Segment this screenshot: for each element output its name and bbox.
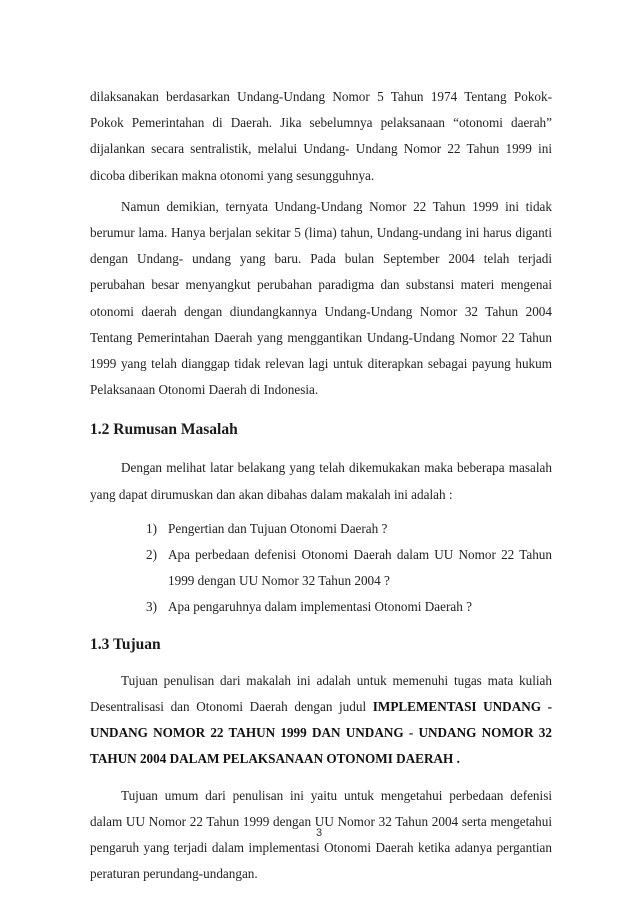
paragraph-continuation: dilaksanakan berdasarkan Undang-Undang Nomor 5 Tahun 1974 Tentang Pokok-Pokok Pemerintahan di Daerah. Jika sebelumnya pelaksanaan “otonomi daerah” dijalankan secara sentralistik, melalui Undang- Undang Nomor 22 Tahun 1999 ini dicoba diberikan makna otonomi yang sesungguhnya. <box>90 89 552 183</box>
list-item-text: Apa perbedaan defenisi Otonomi Daerah dalam UU Nomor 22 Tahun 1999 dengan UU Nomor 32 Tahun 2004 ? <box>168 546 552 588</box>
heading-tujuan: 1.3 Tujuan <box>90 635 161 653</box>
list-item <box>90 542 552 594</box>
list-item-text: Apa pengaruhnya dalam implementasi Otonomi Daerah ? <box>168 598 472 614</box>
paragraph-rumusan-intro: Dengan melihat latar belakang yang telah dikemukakan maka beberapa masalah yang dapat dirumuskan dan akan dibahas dalam makalah ini adalah : <box>90 460 552 502</box>
question-list <box>90 516 552 620</box>
paragraph-tujuan-umum: Tujuan umum dari penulisan ini yaitu untuk mengetahui perbedaan defenisi dalam UU Nomor 22 Tahun 1999 dengan UU Nomor 32 Tahun 2004 serta mengetahui pengaruh yang terjadi dalam implementasi Otonomi Daerah ketika adanya pergantian peraturan perundang-undangan. <box>90 787 552 882</box>
list-item-number: 2) <box>146 546 157 562</box>
paragraph-namun-demikian: Namun demikian, ternyata Undang-Undang Nomor 22 Tahun 1999 ini tidak berumur lama. Hanya berjalan sekitar 5 (lima) tahun, Undang-undang ini harus diganti dengan Undang- undang yang baru. Pada bulan September 2004 telah terjadi perubahan besar menyangkut perubahan paradigma dan substansi materi mengenai otonomi daerah dengan diundangkannya Undang-Undang Nomor 32 Tahun 2004 Tentang Pemerintahan Daerah yang menggantikan Undang-Undang Nomor 22 Tahun 1999 yang telah dianggap tidak relevan lagi untuk diterapkan sebagai payung hukum Pelaksanaan Otonomi Daerah di Indonesia. <box>90 198 552 398</box>
list-item-number: 1) <box>146 520 157 536</box>
tujuan-lead-text: Tujuan penulisan dari makalah ini adalah untuk memenuhi tugas mata kuliah Desentralisasi dan Otonomi Daerah dengan judul <box>90 672 552 715</box>
page-number: 3 <box>315 827 323 839</box>
paragraph-tujuan-penulisan <box>90 668 552 773</box>
list-item <box>90 516 552 542</box>
list-item-number: 3) <box>146 598 157 614</box>
list-item-text: Pengertian dan Tujuan Otonomi Daerah ? <box>168 520 388 536</box>
heading-rumusan-masalah: 1.2 Rumusan Masalah <box>90 421 238 439</box>
makalah-title: IMPLEMENTASI UNDANG - UNDANG NOMOR 22 TAHUN 1999 DAN UNDANG - UNDANG NOMOR 32 TAHUN 2004 DALAM PELAKSANAAN OTONOMI DAERAH . <box>90 699 552 767</box>
list-item <box>90 594 552 620</box>
